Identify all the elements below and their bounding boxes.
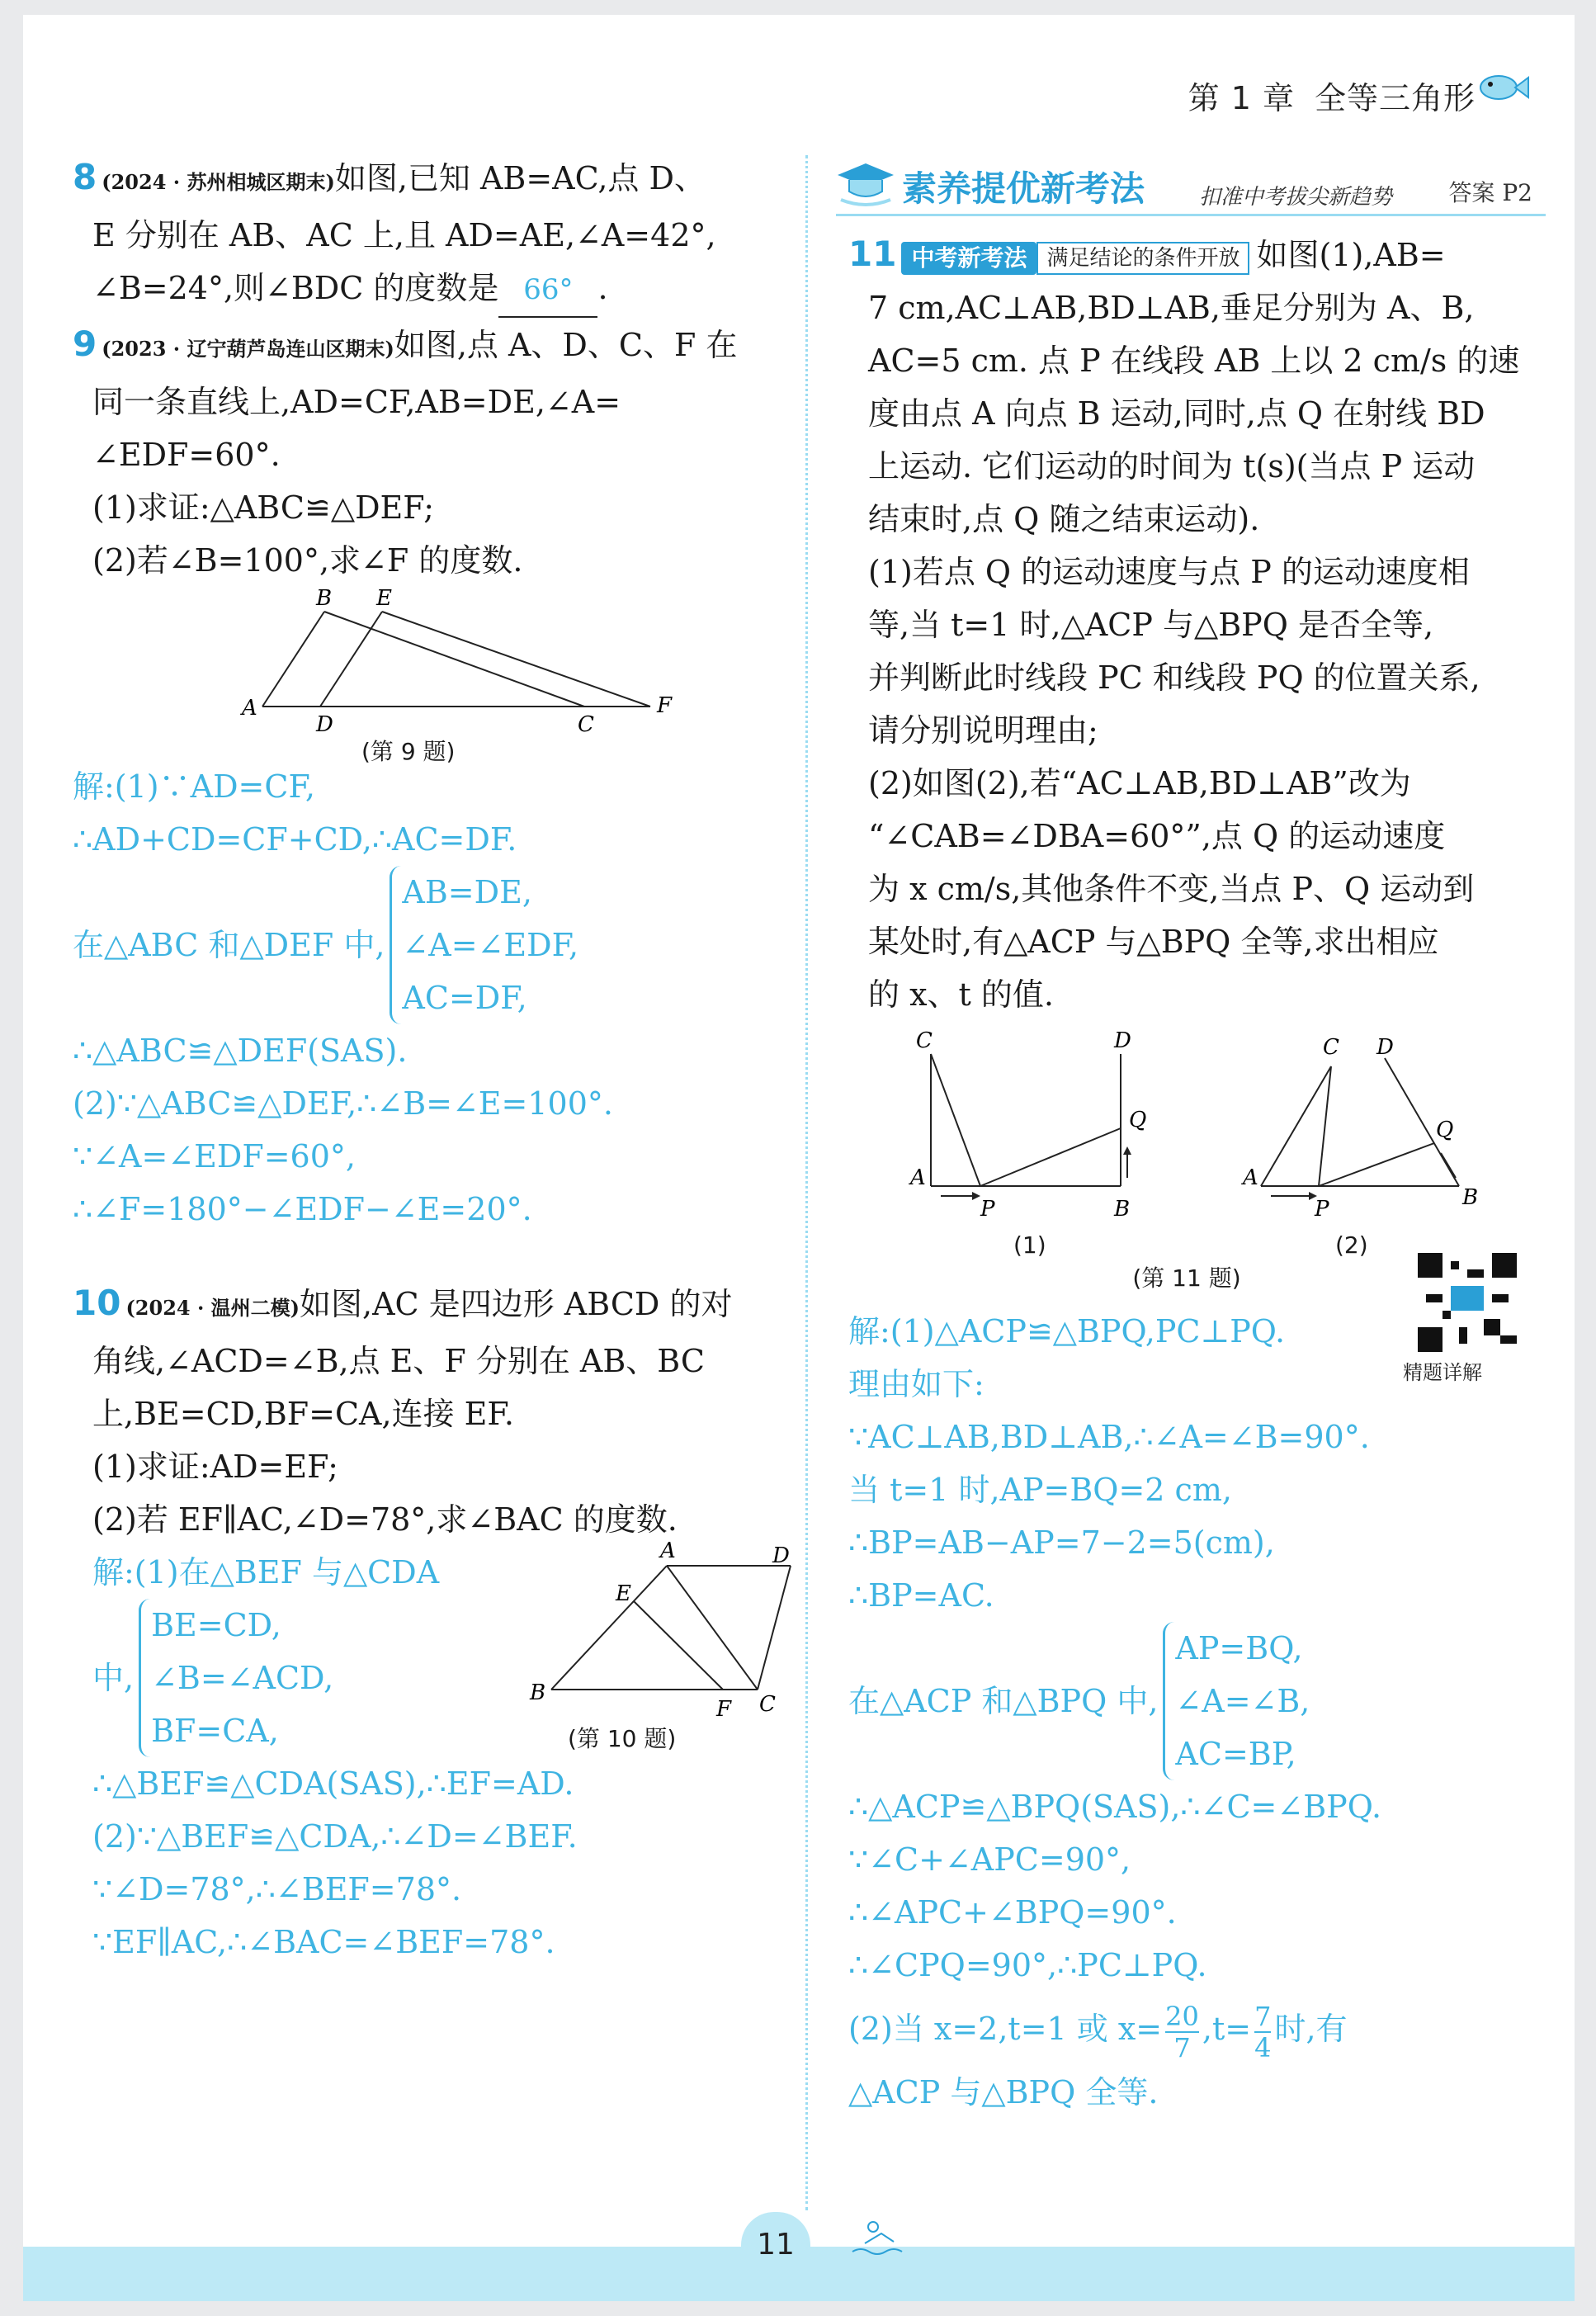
answer-line: 在△ABC 和△DEF 中, bbox=[73, 927, 385, 963]
point-label: A bbox=[1243, 1165, 1258, 1190]
answer-key-ref: 答案 P2 bbox=[1448, 179, 1532, 206]
point-label: C bbox=[916, 1028, 933, 1053]
page bbox=[23, 15, 1575, 2301]
answer-blank: 66° bbox=[498, 263, 597, 318]
equation-system bbox=[1163, 1622, 1310, 1780]
figure-11 bbox=[848, 1021, 1542, 1269]
answer-line: ∴△BEF≌△CDA(SAS),∴EF=AD. bbox=[92, 1765, 574, 1802]
answer-line: 解:(1)△ACP≌△BPQ,PC⊥PQ. bbox=[848, 1313, 1286, 1349]
point-label: D bbox=[1114, 1028, 1131, 1053]
question-text: 角线,∠ACD=∠B,点 E、F 分别在 AB、BC bbox=[92, 1343, 706, 1379]
answer-line: ∴∠CPQ=90°,∴PC⊥PQ. bbox=[848, 1947, 1207, 1983]
answer-line: 解:(1)∵AD=CF, bbox=[73, 768, 315, 805]
chapter-label: 第 1 章 bbox=[1188, 80, 1295, 116]
answer-line: ∴△ABC≌△DEF(SAS). bbox=[73, 1033, 408, 1069]
answer-line: (2)∵△ABC≌△DEF,∴∠B=∠E=100°. bbox=[73, 1085, 613, 1122]
swimmer-decoration-icon bbox=[848, 2219, 914, 2260]
question-text: 结束时,点 Q 随之结束运动). bbox=[868, 501, 1260, 537]
answer-line: (2)∵△BEF≌△CDA,∴∠D=∠BEF. bbox=[92, 1818, 578, 1855]
equation: AC=DF, bbox=[402, 980, 527, 1016]
question-text: 并判断此时线段 PC 和线段 PQ 的位置关系, bbox=[868, 659, 1480, 696]
question-text: ∠EDF=60°. bbox=[92, 437, 281, 473]
question-number: 10 bbox=[73, 1283, 121, 1323]
answer-line: ∴∠APC+∠BPQ=90°. bbox=[848, 1894, 1177, 1931]
equation: AB=DE, bbox=[402, 874, 532, 910]
question-part-2: (2)如图(2),若“AC⊥AB,BD⊥AB”改为 bbox=[868, 765, 1411, 801]
point-label: D bbox=[316, 712, 333, 735]
question-text: 如图,点 A、D、C、F 在 bbox=[394, 327, 738, 363]
running-header bbox=[1188, 73, 1476, 118]
page-number: 11 bbox=[741, 2212, 810, 2270]
equation: AP=BQ, bbox=[1175, 1630, 1303, 1666]
question-text: 的 x、t 的值. bbox=[868, 976, 1054, 1013]
point-label: P bbox=[980, 1197, 995, 1219]
equation: AC=BP, bbox=[1175, 1736, 1296, 1772]
section-banner bbox=[836, 155, 1546, 221]
left-column bbox=[73, 151, 799, 1969]
triangle-diagram bbox=[73, 587, 799, 735]
point-label: B bbox=[316, 587, 333, 611]
question-text: 如图,已知 AB=AC,点 D、 bbox=[334, 160, 706, 196]
condition-tag: 满足结论的条件开放 bbox=[1036, 242, 1249, 275]
banner-title: 素养提优新考法 bbox=[902, 168, 1145, 209]
answer-line: ∵EF∥AC,∴∠BAC=∠BEF=78°. bbox=[92, 1924, 555, 1960]
graduation-cap-icon bbox=[836, 158, 895, 211]
figure-9 bbox=[73, 587, 799, 765]
question-text: 如图,AC 是四边形 ABCD 的对 bbox=[300, 1286, 733, 1322]
question-10 bbox=[73, 1277, 799, 1969]
answer-10-continued bbox=[73, 1757, 799, 1969]
question-number: 11 bbox=[848, 234, 897, 274]
answer-line: △ACP 与△BPQ 全等. bbox=[848, 2074, 1159, 2110]
answer-11 bbox=[848, 1305, 1542, 2119]
qr-caption: 精题详解 bbox=[1403, 1361, 1482, 1384]
fraction bbox=[1254, 2002, 1271, 2063]
question-9 bbox=[73, 318, 799, 1236]
point-label: P bbox=[1315, 1197, 1329, 1219]
point-label: Q bbox=[1436, 1118, 1454, 1142]
equation: BE=CD, bbox=[151, 1607, 281, 1643]
point-label: C bbox=[578, 712, 594, 735]
question-text: 请分别说明理由; bbox=[868, 712, 1098, 749]
answer-10-block bbox=[73, 1541, 799, 1757]
answer-line: ∴∠F=180°−∠EDF−∠E=20°. bbox=[73, 1191, 532, 1227]
figure-10 bbox=[518, 1541, 799, 1764]
column-divider bbox=[805, 155, 808, 2210]
figure-caption: (第 9 题) bbox=[361, 738, 456, 765]
point-label: B bbox=[1462, 1185, 1479, 1210]
question-text: E 分别在 AB、AC 上,且 AD=AE,∠A=42°, bbox=[92, 217, 716, 253]
punctuation: . bbox=[597, 270, 608, 306]
figure-caption: (第 11 题) bbox=[1132, 1264, 1241, 1292]
answer-fragment: 时,有 bbox=[1274, 2011, 1348, 2047]
question-part-2: (2)若 EF∥AC,∠D=78°,求∠BAC 的度数. bbox=[92, 1501, 678, 1538]
point-label: A bbox=[660, 1541, 676, 1563]
equation-system bbox=[390, 866, 578, 1024]
question-text: 某处时,有△ACP 与△BPQ 全等,求出相应 bbox=[868, 924, 1439, 960]
answer-line: ∵∠C+∠APC=90°, bbox=[848, 1841, 1131, 1878]
point-label: A bbox=[910, 1165, 926, 1190]
question-number: 9 bbox=[73, 324, 97, 364]
question-text: 同一条直线上,AD=CF,AB=DE,∠A= bbox=[92, 384, 621, 420]
question-text: AC=5 cm. 点 P 在线段 AB 上以 2 cm/s 的速 bbox=[868, 343, 1520, 379]
equation: ∠A=∠EDF, bbox=[402, 927, 579, 963]
equation: BF=CA, bbox=[151, 1713, 279, 1749]
answer-line: ∴AD+CD=CF+CD,∴AC=DF. bbox=[73, 821, 517, 858]
point-label: F bbox=[657, 693, 673, 718]
point-label: D bbox=[1376, 1035, 1394, 1060]
point-label: E bbox=[616, 1581, 631, 1606]
answer-line: ∵∠A=∠EDF=60°, bbox=[73, 1138, 356, 1175]
question-source: (2024 · 苏州相城区期末) bbox=[102, 170, 335, 194]
answer-10 bbox=[73, 1546, 522, 1757]
question-part-1: (1)求证:△ABC≌△DEF; bbox=[92, 489, 435, 526]
banner-subtitle: 扣准中考拔尖新趋势 bbox=[1199, 185, 1393, 210]
fish-decoration-icon bbox=[1474, 68, 1532, 106]
figure-caption: (1) bbox=[1013, 1231, 1046, 1259]
question-text: 7 cm,AC⊥AB,BD⊥AB,垂足分别为 A、B, bbox=[868, 290, 1475, 326]
new-method-tag: 中考新考法 bbox=[901, 242, 1036, 275]
answer-line: 中, bbox=[92, 1660, 135, 1696]
answer-line: ∴BP=AB−AP=7−2=5(cm), bbox=[848, 1524, 1275, 1561]
denominator: 7 bbox=[1173, 2031, 1191, 2063]
question-text: 上运动. 它们运动的时间为 t(s)(当点 P 运动 bbox=[868, 448, 1476, 484]
point-label: C bbox=[1323, 1035, 1339, 1060]
point-label: A bbox=[242, 696, 257, 721]
answer-9 bbox=[73, 760, 799, 1236]
figure-caption: (第 10 题) bbox=[568, 1725, 677, 1752]
question-source: (2023 · 辽宁葫芦岛连山区期末) bbox=[102, 337, 394, 361]
denominator: 4 bbox=[1254, 2031, 1272, 2063]
question-text: “∠CAB=∠DBA=60°”,点 Q 的运动速度 bbox=[868, 818, 1446, 854]
question-part-1: (1)若点 Q 的运动速度与点 P 的运动速度相 bbox=[868, 554, 1470, 590]
point-label: Q bbox=[1129, 1108, 1147, 1132]
answer-fragment: (2)当 x=2,t=1 或 x= bbox=[848, 2011, 1163, 2047]
question-text: 等,当 t=1 时,△ACP 与△BPQ 是否全等, bbox=[868, 607, 1434, 643]
answer-fragment: ,t= bbox=[1202, 2011, 1252, 2047]
answer-line: 在△ACP 和△BPQ 中, bbox=[848, 1683, 1159, 1719]
question-8 bbox=[73, 151, 799, 318]
answer-line: ∵∠D=78°,∴∠BEF=78°. bbox=[92, 1871, 462, 1907]
question-text: ∠B=24°,则∠BDC 的度数是 bbox=[92, 270, 499, 306]
question-text: 度由点 A 向点 B 运动,同时,点 Q 在射线 BD bbox=[868, 395, 1485, 432]
motion-diagram-1 bbox=[848, 1021, 1525, 1219]
answer-line: 当 t=1 时,AP=BQ=2 cm, bbox=[848, 1472, 1232, 1508]
question-source: (2024 · 温州二模) bbox=[125, 1296, 300, 1320]
question-part-1: (1)求证:AD=EF; bbox=[92, 1449, 338, 1485]
point-label: E bbox=[376, 587, 392, 611]
point-label: B bbox=[1114, 1197, 1131, 1219]
point-label: D bbox=[772, 1543, 790, 1568]
point-label: B bbox=[530, 1680, 546, 1705]
answer-line: ∵AC⊥AB,BD⊥AB,∴∠A=∠B=90°. bbox=[848, 1419, 1370, 1455]
question-number: 8 bbox=[73, 157, 97, 197]
question-text: 上,BE=CD,BF=CA,连接 EF. bbox=[92, 1396, 514, 1432]
question-part-2: (2)若∠B=100°,求∠F 的度数. bbox=[92, 542, 523, 579]
equation-system bbox=[139, 1599, 333, 1757]
equation: ∠A=∠B, bbox=[1175, 1683, 1310, 1719]
answer-line: 解:(1)在△BEF 与△CDA bbox=[92, 1554, 440, 1590]
qr-code-icon[interactable] bbox=[1418, 1253, 1517, 1352]
question-text: 如图(1),AB= bbox=[1256, 237, 1446, 273]
numerator: 7 bbox=[1254, 2000, 1272, 2032]
answer-line: ∴BP=AC. bbox=[848, 1577, 994, 1614]
quadrilateral-diagram bbox=[518, 1541, 799, 1739]
answer-line: ∴△ACP≌△BPQ(SAS),∴∠C=∠BPQ. bbox=[848, 1789, 1382, 1825]
chapter-title: 全等三角形 bbox=[1314, 80, 1476, 116]
right-column bbox=[848, 228, 1542, 2119]
numerator: 20 bbox=[1165, 2000, 1199, 2032]
figure-caption: (2) bbox=[1335, 1231, 1368, 1259]
point-label: C bbox=[759, 1692, 776, 1717]
answer-line: 理由如下: bbox=[848, 1366, 985, 1402]
equation: ∠B=∠ACD, bbox=[151, 1660, 334, 1696]
fraction bbox=[1165, 2002, 1199, 2063]
answer-line bbox=[848, 1992, 1542, 2066]
point-label: F bbox=[716, 1697, 732, 1722]
question-text: 为 x cm/s,其他条件不变,当点 P、Q 运动到 bbox=[868, 871, 1475, 907]
